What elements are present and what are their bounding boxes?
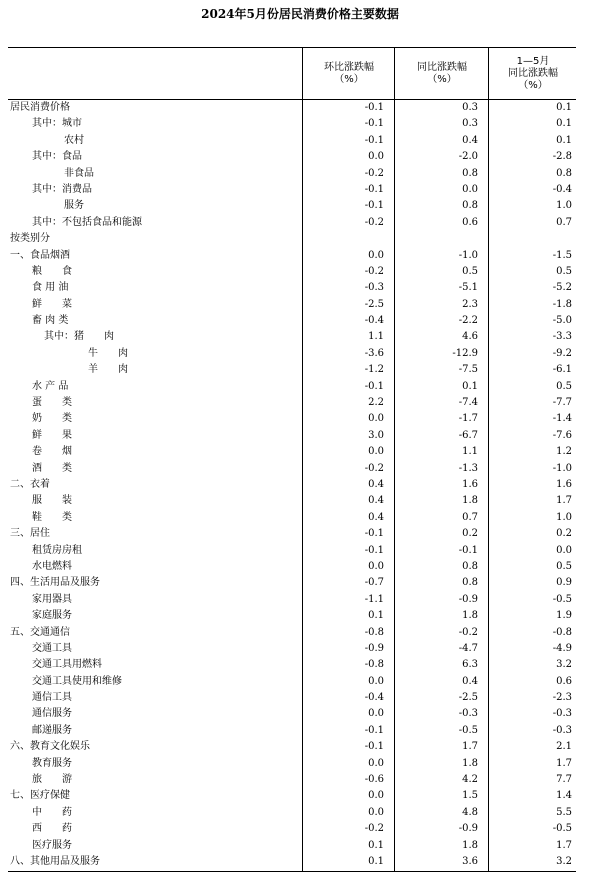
yoy-value: -0.2 [458, 626, 478, 638]
header-yoy-label: 同比涨跌幅 [417, 61, 467, 73]
row-label: 粮 食 [32, 265, 72, 277]
row-label: 交通工具使用和维修 [32, 675, 122, 687]
row-label: 通信服务 [32, 708, 72, 720]
row-label: 农村 [64, 134, 84, 146]
table-bottom-rule [8, 871, 576, 872]
header-ytd [488, 48, 577, 99]
table-row [8, 723, 576, 739]
yoy-value: 4.2 [462, 774, 478, 786]
table-row [8, 231, 576, 247]
yoy-value: 1.6 [462, 478, 478, 490]
table-row [8, 592, 576, 608]
yoy-value: -7.4 [458, 397, 478, 409]
table-row [8, 379, 576, 395]
mom-value: 0.1 [368, 855, 384, 867]
yoy-value: 6.3 [462, 659, 478, 671]
row-label: 八、其他用品及服务 [10, 855, 100, 867]
row-label: 其中：猪 肉 [44, 331, 114, 343]
ytd-value: -1.0 [552, 462, 572, 474]
header-ytd-unit: （%） [518, 79, 548, 91]
ytd-value: -5.0 [552, 315, 572, 327]
row-label: 六、教育文化娱乐 [10, 741, 90, 753]
mom-value: -0.2 [364, 265, 384, 277]
yoy-value: 4.6 [462, 331, 478, 343]
ytd-value: -6.1 [552, 364, 572, 376]
row-label: 通信工具 [32, 692, 72, 704]
row-label: 中 药 [32, 806, 72, 818]
mom-value: -0.1 [364, 741, 384, 753]
ytd-value: -9.2 [552, 347, 572, 359]
yoy-value: 0.8 [462, 577, 478, 589]
table-row [8, 280, 576, 296]
column-divider [394, 47, 395, 871]
yoy-value: 4.8 [462, 806, 478, 818]
mom-value: -0.2 [364, 823, 384, 835]
mom-value: -0.2 [364, 167, 384, 179]
table-row [8, 248, 576, 264]
ytd-value: 0.6 [556, 675, 572, 687]
yoy-value: -4.7 [458, 642, 478, 654]
yoy-value: -1.3 [458, 462, 478, 474]
mom-value: -0.4 [364, 315, 384, 327]
row-label: 交通工具 [32, 642, 72, 654]
ytd-value: 0.2 [556, 528, 572, 540]
table-row [8, 575, 576, 591]
ytd-value: 5.5 [556, 806, 572, 818]
row-label: 其中：食品 [32, 151, 82, 163]
table-row [8, 149, 576, 165]
ytd-value: 0.9 [556, 577, 572, 589]
ytd-value: 2.1 [556, 741, 572, 753]
column-divider [488, 47, 489, 871]
mom-value: -0.1 [364, 724, 384, 736]
page-title: 2024年5月份居民消费价格主要数据 [201, 7, 399, 21]
mom-value: 1.1 [368, 331, 384, 343]
yoy-value: 0.8 [462, 167, 478, 179]
ytd-value: 0.1 [556, 118, 572, 130]
mom-value: 3.0 [368, 429, 384, 441]
yoy-value: 1.5 [462, 790, 478, 802]
header-ytd-label: 同比涨跌幅 [508, 67, 558, 79]
ytd-value: 0.8 [556, 167, 572, 179]
table-row [8, 641, 576, 657]
ytd-value: -2.8 [552, 151, 572, 163]
row-label: 水 产 品 [32, 380, 69, 392]
row-label: 旅 游 [32, 774, 72, 786]
table-row [8, 674, 576, 690]
mom-value: 0.0 [368, 151, 384, 163]
table-body [8, 100, 576, 870]
mom-value: -0.6 [364, 774, 384, 786]
ytd-value: 0.5 [556, 265, 572, 277]
ytd-value: 1.0 [556, 511, 572, 523]
row-label: 牛 肉 [88, 347, 128, 359]
yoy-value: 0.0 [462, 183, 478, 195]
yoy-value: 2.3 [462, 298, 478, 310]
row-label: 非食品 [64, 167, 94, 179]
mom-value: -1.2 [364, 364, 384, 376]
table-row [8, 133, 576, 149]
table-row [8, 657, 576, 673]
yoy-value: -5.1 [458, 282, 478, 294]
table-row [8, 346, 576, 362]
mom-value: -0.1 [364, 544, 384, 556]
header-yoy [394, 48, 489, 99]
mom-value: -2.5 [364, 298, 384, 310]
ytd-value: 1.7 [556, 757, 572, 769]
table-row [8, 215, 576, 231]
mom-value: 0.0 [368, 249, 384, 261]
yoy-value: -0.3 [458, 708, 478, 720]
row-label: 三、居住 [10, 528, 50, 540]
yoy-value: 1.7 [462, 741, 478, 753]
row-label: 畜 肉 类 [32, 315, 69, 327]
ytd-value: -1.4 [552, 413, 572, 425]
yoy-value: -2.2 [458, 315, 478, 327]
row-label: 租赁房房租 [32, 544, 82, 556]
table-row [8, 625, 576, 641]
table-row [8, 461, 576, 477]
row-label: 家用器具 [32, 593, 72, 605]
table-row [8, 608, 576, 624]
cpi-table [8, 47, 576, 870]
table-row [8, 788, 576, 804]
ytd-value: -0.5 [552, 823, 572, 835]
table-row [8, 493, 576, 509]
header-mom [302, 48, 395, 99]
yoy-value: -0.5 [458, 724, 478, 736]
yoy-value: 3.6 [462, 855, 478, 867]
mom-value: 0.1 [368, 839, 384, 851]
row-label: 水电燃料 [32, 560, 72, 572]
yoy-value: 0.5 [462, 265, 478, 277]
table-row [8, 543, 576, 559]
table-row [8, 805, 576, 821]
ytd-value: -7.6 [552, 429, 572, 441]
mom-value: 2.2 [368, 397, 384, 409]
row-label: 羊 肉 [88, 364, 128, 376]
mom-value: -0.8 [364, 659, 384, 671]
row-label: 其中：城市 [32, 118, 82, 130]
ytd-value: -0.8 [552, 626, 572, 638]
row-label: 酒 类 [32, 462, 72, 474]
ytd-value: -0.3 [552, 724, 572, 736]
table-row [8, 362, 576, 378]
table-row [8, 477, 576, 493]
yoy-value: 1.8 [462, 495, 478, 507]
row-label: 卷 烟 [32, 446, 72, 458]
table-row [8, 526, 576, 542]
row-label: 其中：消费品 [32, 183, 92, 195]
row-label: 居民消费价格 [10, 102, 70, 113]
ytd-value: 0.5 [556, 380, 572, 392]
row-label: 西 药 [32, 823, 72, 835]
row-label: 服 装 [32, 495, 72, 507]
yoy-value: -2.0 [458, 151, 478, 163]
ytd-value: 1.7 [556, 495, 572, 507]
row-label: 四、生活用品及服务 [10, 577, 100, 589]
yoy-value: 0.7 [462, 511, 478, 523]
mom-value: -1.1 [364, 593, 384, 605]
mom-value: 0.1 [368, 610, 384, 622]
ytd-value: 1.7 [556, 839, 572, 851]
table-row [8, 116, 576, 132]
yoy-value: 1.8 [462, 757, 478, 769]
table-row [8, 559, 576, 575]
table-row [8, 411, 576, 427]
ytd-value: -0.5 [552, 593, 572, 605]
row-label: 五、交通通信 [10, 626, 70, 638]
ytd-value: -1.5 [552, 249, 572, 261]
header-mom-label: 环比涨跌幅 [324, 61, 374, 73]
row-label: 家庭服务 [32, 610, 72, 622]
table-row [8, 821, 576, 837]
row-label: 邮递服务 [32, 724, 72, 736]
row-label: 蛋 类 [32, 397, 72, 409]
table-row [8, 706, 576, 722]
ytd-value: -0.4 [552, 183, 572, 195]
yoy-value: 1.8 [462, 610, 478, 622]
yoy-value: -7.5 [458, 364, 478, 376]
mom-value: 0.0 [368, 560, 384, 572]
table-row [8, 264, 576, 280]
mom-value: -0.3 [364, 282, 384, 294]
ytd-value: -7.7 [552, 397, 572, 409]
ytd-value: 1.0 [556, 200, 572, 212]
row-label: 七、医疗保健 [10, 790, 70, 802]
yoy-value: 0.8 [462, 560, 478, 572]
table-row [8, 329, 576, 345]
ytd-value: -0.3 [552, 708, 572, 720]
table-row [8, 838, 576, 854]
mom-value: 0.4 [368, 478, 384, 490]
row-label: 鲜 菜 [32, 298, 72, 310]
mom-value: 0.0 [368, 806, 384, 818]
table-row [8, 198, 576, 214]
yoy-value: 0.2 [462, 528, 478, 540]
ytd-value: 7.7 [556, 774, 572, 786]
ytd-value: 0.7 [556, 216, 572, 228]
mom-value: -0.7 [364, 577, 384, 589]
table-row [8, 756, 576, 772]
ytd-value: 0.0 [556, 544, 572, 556]
mom-value: 0.0 [368, 413, 384, 425]
ytd-value: 0.1 [556, 102, 572, 113]
row-label: 其中：不包括食品和能源 [32, 216, 142, 228]
table-row [8, 739, 576, 755]
ytd-value: 1.9 [556, 610, 572, 622]
row-label: 鞋 类 [32, 511, 72, 523]
yoy-value: -2.5 [458, 692, 478, 704]
header-ytd-period: 1—5月 [516, 55, 550, 67]
mom-value: -0.1 [364, 183, 384, 195]
mom-value: 0.0 [368, 675, 384, 687]
yoy-value: 0.1 [462, 380, 478, 392]
mom-value: -0.2 [364, 462, 384, 474]
table-header [8, 47, 576, 100]
yoy-value: -12.9 [452, 347, 478, 359]
row-label: 鲜 果 [32, 429, 72, 441]
mom-value: -0.9 [364, 642, 384, 654]
yoy-value: -1.7 [458, 413, 478, 425]
table-row [8, 166, 576, 182]
ytd-value: 3.2 [556, 659, 572, 671]
row-label: 一、食品烟酒 [10, 249, 70, 261]
row-label: 服务 [64, 200, 84, 212]
mom-value: -0.1 [364, 528, 384, 540]
yoy-value: -6.7 [458, 429, 478, 441]
row-label: 食 用 油 [32, 282, 69, 294]
ytd-value: -1.8 [552, 298, 572, 310]
yoy-value: 1.8 [462, 839, 478, 851]
table-row [8, 444, 576, 460]
mom-value: 0.4 [368, 511, 384, 523]
table-row [8, 510, 576, 526]
header-mom-unit: （%） [334, 73, 364, 85]
mom-value: 0.4 [368, 495, 384, 507]
yoy-value: -1.0 [458, 249, 478, 261]
mom-value: -0.1 [364, 134, 384, 146]
table-row [8, 690, 576, 706]
yoy-value: 0.4 [462, 134, 478, 146]
mom-value: -0.1 [364, 102, 384, 113]
ytd-value: -5.2 [552, 282, 572, 294]
yoy-value: 0.3 [462, 118, 478, 130]
yoy-value: 0.6 [462, 216, 478, 228]
yoy-value: -0.9 [458, 823, 478, 835]
table-row [8, 313, 576, 329]
yoy-value: 0.4 [462, 675, 478, 687]
row-label: 教育服务 [32, 757, 72, 769]
mom-value: 0.0 [368, 708, 384, 720]
table-row [8, 854, 576, 870]
ytd-value: -2.3 [552, 692, 572, 704]
mom-value: -0.2 [364, 216, 384, 228]
row-label: 二、衣着 [10, 478, 50, 490]
table-row [8, 182, 576, 198]
row-label: 奶 类 [32, 413, 72, 425]
yoy-value: 0.3 [462, 102, 478, 113]
mom-value: -0.1 [364, 380, 384, 392]
mom-value: -0.1 [364, 118, 384, 130]
header-yoy-unit: （%） [427, 73, 457, 85]
table-row [8, 100, 576, 116]
yoy-value: -0.9 [458, 593, 478, 605]
ytd-value: 1.4 [556, 790, 572, 802]
mom-value: 0.0 [368, 446, 384, 458]
ytd-value: -4.9 [552, 642, 572, 654]
table-row [8, 428, 576, 444]
table-row [8, 395, 576, 411]
yoy-value: -0.1 [458, 544, 478, 556]
ytd-value: 1.6 [556, 478, 572, 490]
row-label: 按类别分 [10, 233, 50, 245]
table-row [8, 772, 576, 788]
mom-value: 0.0 [368, 790, 384, 802]
ytd-value: -3.3 [552, 331, 572, 343]
ytd-value: 3.2 [556, 855, 572, 867]
yoy-value: 0.8 [462, 200, 478, 212]
ytd-value: 0.1 [556, 134, 572, 146]
column-divider [302, 47, 303, 871]
ytd-value: 0.5 [556, 560, 572, 572]
mom-value: -3.6 [364, 347, 384, 359]
mom-value: -0.8 [364, 626, 384, 638]
table-row [8, 297, 576, 313]
mom-value: -0.4 [364, 692, 384, 704]
ytd-value: 1.2 [556, 446, 572, 458]
mom-value: 0.0 [368, 757, 384, 769]
yoy-value: 1.1 [462, 446, 478, 458]
mom-value: -0.1 [364, 200, 384, 212]
row-label: 交通工具用燃料 [32, 659, 102, 671]
row-label: 医疗服务 [32, 839, 72, 851]
